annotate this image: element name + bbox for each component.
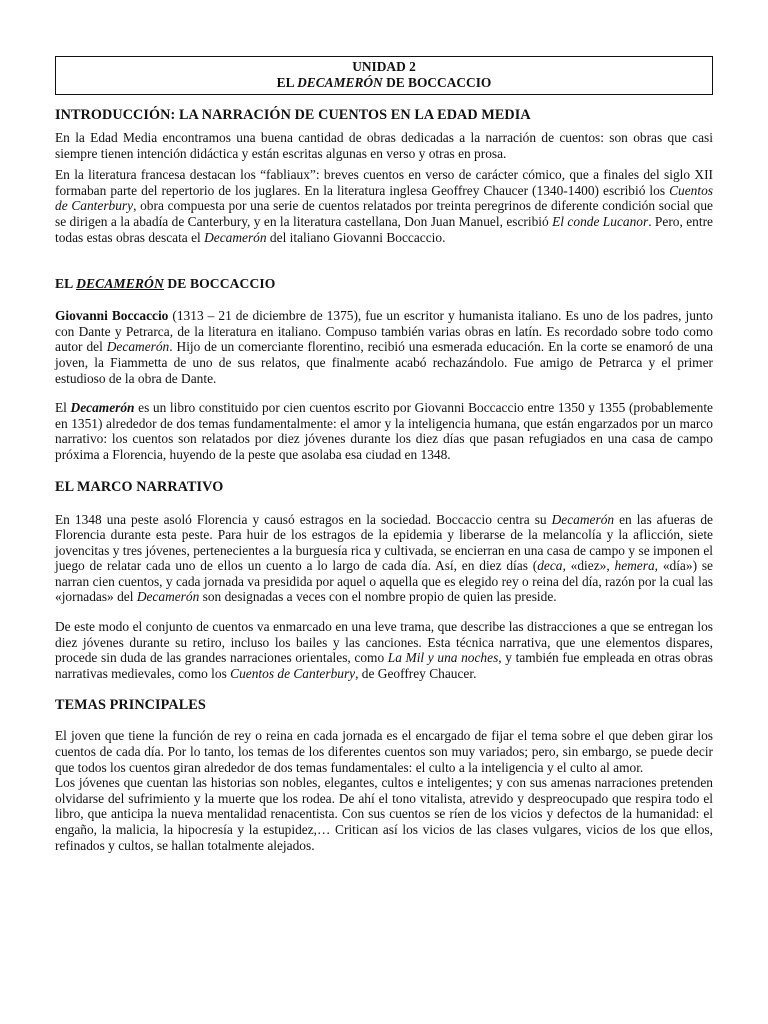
- intro-paragraph-1: En la Edad Media encontramos una buena cantidad de obras dedicadas a la narración de cuentos: son obras que casi siempre tienen intención didáctica y están escritas algunas en verso y otras en prosa.: [55, 130, 713, 161]
- intro-paragraph-2: En la literatura francesa destacan los “fabliaux”: breves cuentos en verso de carácter cómico, que a finales del siglo XII formaban parte del repertorio de los juglares. En la literatura inglesa Geoffrey Chaucer (1340-1400) escribió los Cuentos de Canterbury, obra compuesta por una serie de cuentos relatados por treinta peregrinos de diferente condición social que se dirigen a la abadía de Canterbury, y en la literatura castellana, Don Juan Manuel, escribió El conde Lucanor. Pero, entre todas estas obras descata el Decamerón del italiano Giovanni Boccaccio.: [55, 167, 713, 245]
- boccaccio-paragraph: Giovanni Boccaccio (1313 – 21 de diciembre de 1375), fue un escritor y humanista italiano. Es uno de los padres, junto con Dante y Petrarca, de la literatura en italiano. Compuso también varias obras en latín. Es recordado sobre todo como autor del Decamerón. Hijo de un comerciante florentino, recibió una esmerada educación. En la corte se enamoró de una joven, la Fiammetta de uno de sus relatos, que finalmente acabó rechazándolo. Fue amigo de Petrarca y el primer estudioso de la obra de Dante.: [55, 308, 713, 386]
- document-page: [55, 56, 713, 853]
- intro-heading: INTRODUCCIÓN: LA NARRACIÓN DE CUENTOS EN LA EDAD MEDIA: [55, 107, 531, 123]
- themes-paragraph-2: Los jóvenes que cuentan las historias son nobles, elegantes, cultos e inteligentes; y con sus amenas narraciones pretenden olvidarse del sufrimiento y la muerte que los rodea. De ahí el tono vitalista, atrevido y despreocupado que respira todo el libro, que anticipa la nueva mentalidad renacentista. Con sus cuentos se ríen de los vicios y defectos de la humanidad: el engaño, la malicia, la hipocresía y la estupidez,… Critican así los vicios de las clases vulgares, vicios de los que ellos, refinados y cultos, se hallan totalmente alejados.: [55, 775, 713, 853]
- title-box: [55, 56, 713, 95]
- decameron-heading: EL DECAMERÓN DE BOCCACCIO: [55, 276, 276, 292]
- frame-paragraph-1: En 1348 una peste asoló Florencia y causó estragos en la sociedad. Boccaccio centra su Decamerón en las afueras de Florencia durante esta peste. Para huir de los estragos de la epidemia y liberarse de la melancolía y la aflicción, siete jovencitas y tres jóvenes, pertenecientes a la burguesía rica y cultivada, se encierran en una casa de campo y se imponen el juego de relatar cada uno de ellos un cuento a lo largo de cada día. Así, en diez días (deca, «diez», hemera, «día») se narran cien cuentos, y cada jornada va presidida por aquel o aquella que es elegido rey o reina del día, razón por la cual las «jornadas» del Decamerón son designadas a veces con el nombre propio de quien las preside.: [55, 511, 713, 605]
- unit-title: UNIDAD 2: [352, 59, 416, 74]
- themes-paragraph-1: El joven que tiene la función de rey o reina en cada jornada es el encargado de fijar el tema sobre el que deben girar los cuentos de cada día. Por lo tanto, los temas de los diferentes cuentos son muy variados; pero, sin embargo, se puede decir que todos los cuentos giran alrededor de dos temas fundamentales: el culto a la inteligencia y el culto al amor.: [55, 728, 713, 775]
- themes-heading: TEMAS PRINCIPALES: [55, 697, 206, 714]
- frame-heading: EL MARCO NARRATIVO: [55, 478, 224, 495]
- decameron-paragraph: El Decamerón es un libro constituido por cien cuentos escrito por Giovanni Boccaccio entre 1350 y 1355 (probablemente en 1351) alrededor de dos temas fundamentalmente: el amor y la inteligencia humana, que están engarzados por un marco narrativo: los cuentos son relatados por diez jóvenes durante los diez días que pasan refugiados en una casa de campo próxima a Florencia, huyendo de la peste que asolaba esa ciudad en 1348.: [55, 400, 714, 462]
- frame-paragraph-2: De este modo el conjunto de cuentos va enmarcado en una leve trama, que describe las distracciones a que se entregan los diez jóvenes durante su retiro, incluso los bailes y las canciones. Esta técnica narrativa, que une elementos dispares, procede sin duda de las grandes narraciones orientales, como La Mil y una noches, y también fue empleada en otras obras narrativas medievales, como los Cuentos de Canterbury, de Geoffrey Chaucer.: [55, 619, 713, 681]
- work-title: EL DECAMERÓN DE BOCCACCIO: [276, 75, 492, 90]
